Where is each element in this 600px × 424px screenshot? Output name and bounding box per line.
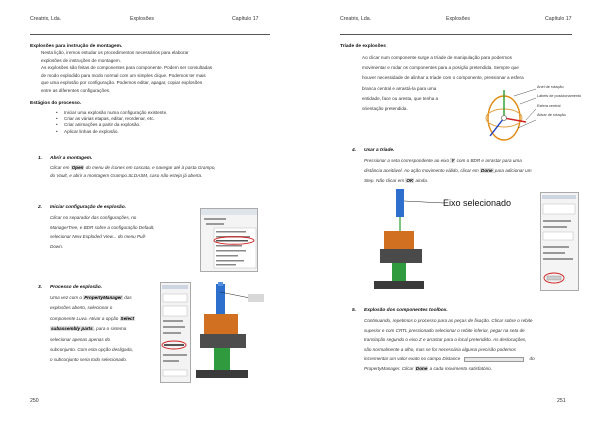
open-command: Open xyxy=(71,165,84,170)
menu-item xyxy=(216,264,236,266)
text-line: Nesta lição, iremos estudar os procedimentos necessários para elaborar xyxy=(41,50,189,55)
text-line: Clicar no separador das configurações, no xyxy=(50,215,137,220)
header-topic: Explosões xyxy=(130,16,154,22)
distance-field-image xyxy=(464,357,524,362)
panel-field xyxy=(163,370,187,376)
section-heading: Explosões para instrução de montagem. xyxy=(30,44,123,49)
explode-step-screenshot xyxy=(160,282,268,384)
done-button xyxy=(547,276,561,280)
menu-item-new-exploded-view xyxy=(216,240,248,242)
triad-label: Labels de posicionamento xyxy=(537,94,582,99)
text-line: entre as diferentes configurações. xyxy=(41,87,111,93)
leader-line xyxy=(514,89,536,96)
done-button-label: Done xyxy=(481,168,493,174)
header-company: Creatrix, Lda. xyxy=(340,16,372,22)
stages-list xyxy=(56,110,167,135)
model-part-cap xyxy=(218,282,223,286)
step-title: Processo de explosão. xyxy=(50,285,102,290)
select-subassembly-checkbox xyxy=(164,344,184,346)
text-line: branca central e arrastá-la para uma xyxy=(362,85,437,91)
explode-panel-image xyxy=(540,192,580,292)
list-item: • Iniciar uma explosão numa configuração existente. xyxy=(56,110,167,116)
section-paragraph xyxy=(41,49,212,95)
step-text xyxy=(50,213,155,251)
model-part-bottom xyxy=(196,370,248,378)
step-number: 2. xyxy=(38,205,43,210)
triad-label: Esfera central xyxy=(537,103,561,108)
text-line: explosões aberto, selecionar o xyxy=(50,305,113,311)
text-line: Down. xyxy=(50,243,64,249)
step-number: 4. xyxy=(352,148,357,153)
page-number: 250 xyxy=(30,398,39,404)
exploded-assembly-image xyxy=(352,189,448,293)
step-number: 1. xyxy=(38,156,43,161)
model-part-luva xyxy=(396,189,404,217)
panel-row xyxy=(543,252,565,254)
leader-line xyxy=(404,201,444,203)
text-line: o subconjunto seria todo selecionado. xyxy=(50,357,128,363)
menu-item xyxy=(216,250,246,252)
text-line: Continuando, repetimos o processo para as peças de fixação. Clicar sobre o rebite xyxy=(364,318,533,323)
stages-heading: Estágios do processo. xyxy=(30,101,82,106)
selected-axis-callout: Eixo selecionado xyxy=(443,198,512,208)
panel-row xyxy=(543,258,573,260)
menu-tabbar xyxy=(201,209,257,215)
text-line: subconjunto. Com esta opção desligada, xyxy=(50,347,133,353)
panel-row xyxy=(163,360,179,362)
triad-labels xyxy=(537,83,581,121)
x-axis-arrow xyxy=(504,118,526,122)
panel-field xyxy=(163,306,187,316)
step-title: Usar a tríade. xyxy=(364,148,395,153)
tree-row xyxy=(204,218,226,220)
model-part-base xyxy=(380,249,422,263)
select-option-label: Select xyxy=(120,315,135,321)
tree-row xyxy=(206,223,224,225)
panel-row xyxy=(163,354,187,356)
property-manager-label: PropertyManager xyxy=(84,295,122,300)
text-line: translação segundo o eixo Z e arrastar para o local pretendido. As deslocações, xyxy=(364,337,527,343)
text-line: orientação pretendida. xyxy=(362,106,408,112)
panel-field xyxy=(543,232,573,240)
y-axis-label: Y xyxy=(451,158,455,163)
step-title: Explosão dos componentes toolbox. xyxy=(364,308,448,313)
step-text: Uma vez com o PropertyManager das explosões aberto, selecionar o componente Luva. Ativar a opção Select subassembly parts, para o sistema selecionar apenas apenas do subconjunto. Com esta opção desligada, o subconjunto seria todo selecionado. xyxy=(50,293,135,366)
menu-item xyxy=(216,231,246,233)
panel-field xyxy=(543,204,575,214)
step-number: 5. xyxy=(352,308,357,313)
panel-row xyxy=(543,246,569,248)
header-topic: Explosões xyxy=(446,16,470,22)
step-text: Pressionar a seta correspondente ao eixo Y com o BDR e arrastar para uma distância aceitável. Ao ação movimento válido, clicar em Done para adicionar um Step. Não clicar em OK ainda. xyxy=(364,158,532,184)
ok-button-label: OK xyxy=(406,178,414,184)
leader-line xyxy=(520,98,536,104)
text-line: houver necessidade de alinhar a tríade com o componente, pressionar a esfera xyxy=(362,75,524,81)
panel-row xyxy=(163,326,185,328)
panel-row xyxy=(543,220,571,222)
subassembly-option-label: subassembly parts xyxy=(51,326,93,332)
callout-box xyxy=(248,294,264,302)
model-part-green xyxy=(214,348,230,370)
panel-row xyxy=(163,320,183,322)
step-text: Clicar em Open do menu de ícones em cascata, e navegar até à pasta Grampo, do Vault, e abrir a montagem Grampo.SLDASM, caso não esteja já aberta. xyxy=(50,165,216,178)
text-line: selecionar New Exploded View... do menu Pull- xyxy=(50,234,147,240)
header-company: Creatrix, Lda. xyxy=(30,16,62,22)
list-item: • Criar animações a partir da explosão. xyxy=(56,122,167,128)
text-line: superior e com CRTL pressionado selecionar o rebite inferior, pegar na seta de xyxy=(364,327,525,333)
model-part-base xyxy=(200,334,246,348)
section-heading: Tríade de explosões xyxy=(340,44,386,49)
center-sphere xyxy=(502,116,507,121)
model-part-luva xyxy=(216,284,225,314)
leader-line xyxy=(526,109,536,120)
list-item: • Criar as várias etapas, editar, reordenar, etc. xyxy=(56,116,167,122)
text-line: selecionar apenas apenas do xyxy=(50,336,111,342)
text-line: são normalmente a olho, mas se for necessária alguma precisão podemos xyxy=(364,346,516,352)
text-line: Ao clicar num componente surge a tríade de manipulação para podermos xyxy=(362,55,512,60)
panel-row xyxy=(543,226,567,228)
right-page xyxy=(300,0,600,424)
panel-field xyxy=(163,294,187,302)
text-line: ManagerTree, e BDR sobre a configuração Default, xyxy=(50,224,155,230)
panel-title-bar xyxy=(542,195,576,199)
text-line: movimentar e rodar os componentes para a posição pretendida. Sempre que xyxy=(362,65,519,71)
model-part-green xyxy=(392,263,406,281)
text-line: entidade, face ou aresta, que tenha a xyxy=(362,95,439,101)
menu-item xyxy=(216,255,238,257)
header-rule xyxy=(30,34,270,35)
popup-menu xyxy=(214,228,256,268)
panel-row xyxy=(163,332,181,334)
text-line: do Vault, e abrir a montagem Grampo.SLDASM, caso não esteja já aberta. xyxy=(50,172,203,178)
panel-title-bar xyxy=(162,285,188,289)
triad-label: Ativar de rotação xyxy=(537,113,566,118)
context-menu-screenshot xyxy=(200,208,258,272)
triad-label: Anel de rotação xyxy=(537,85,564,89)
menu-item xyxy=(216,260,244,262)
model-part-bottom xyxy=(374,281,424,289)
step-title: Abrir a montagem. xyxy=(50,156,93,161)
page-number: 251 xyxy=(557,398,566,404)
done-button-label: Done xyxy=(415,365,428,371)
menu-item xyxy=(216,245,242,247)
header-chapter: Capítulo 17 xyxy=(232,16,259,22)
step-text: Continuando, repetimos o processo para as peças de fixação. Clicar sobre o rebite superior e com CRTL pressionado selecionar o rebite inferior, pegar na seta de translação segundo o eixo Z e arrastar para o local pretendido. As deslocações, são normalmente a olho, mas se for necessária alguma precisão podemos incrementar um valor exato no campo Distance do PropertyManager. Clicar Done a cada movimento satisfatório. xyxy=(364,318,535,371)
text-line: que uma explosão por configuração. Podemos editar, apagar, copiar explosões xyxy=(41,80,203,86)
step-title: Iniciar configuração de explosão. xyxy=(50,205,126,210)
header-rule xyxy=(340,34,572,35)
list-item: • Aplicar linhas de explosão. xyxy=(56,129,167,135)
text-line: de modo explodido para modo normal com um simples clique. Podemos ter mais xyxy=(41,72,206,78)
text-line: As explosões são feitas de componentes para componente. Podem ser consultadas xyxy=(41,65,213,71)
step-number: 3. xyxy=(38,285,43,290)
header-chapter: Capítulo 17 xyxy=(545,16,572,22)
text-line: explosões de instruções de montagem. xyxy=(41,57,121,63)
